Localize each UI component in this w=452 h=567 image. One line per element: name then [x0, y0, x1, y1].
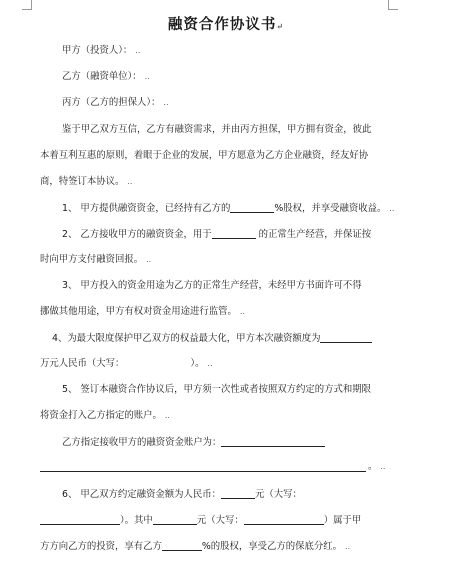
blank-field[interactable] [162, 540, 202, 551]
party-a-line: 甲方（投资人）： .. [62, 45, 141, 56]
account-blank-rule[interactable] [40, 471, 366, 472]
clause-5-line-2: 将资金打入乙方指定的账户。 .. [40, 410, 170, 421]
party-b-line: 乙方（融资单位）： .. [62, 71, 150, 82]
page-corner-mark [22, 0, 32, 10]
party-c-line: 丙方（乙方的担保人）： .. [62, 97, 169, 108]
blank-field[interactable] [153, 514, 197, 525]
account-blank[interactable] [221, 436, 325, 447]
account-line: 乙方指定接收甲方的融资资金账户为： [62, 436, 325, 449]
blank-field[interactable] [320, 332, 372, 343]
blank-field[interactable] [212, 228, 256, 239]
clause-6-line-1: 6、 甲乙双方约定融资金额为人民币： 元（大写： [62, 489, 302, 500]
clause-5-line-1: 5、 签订本融资合作协议后，甲方须一次性或者按照双方约定的方式和期限 [62, 384, 371, 395]
clause-2-line-2: 时向甲方支付融资回报。 .. [40, 254, 152, 265]
clause-6-line-3: 方方向乙方的投资，享有乙方 %的股权，享受乙方的保底分红。 .. [40, 541, 351, 552]
paragraph-mark: ↵ [276, 21, 285, 31]
account-line-end: 。 .. [368, 461, 386, 472]
clause-1: 1、 甲方提供融资资金，已经持有乙方的 %股权，并享受融资收益。 .. [62, 203, 395, 214]
blank-field[interactable] [40, 514, 120, 525]
clause-2-line-1: 2、 乙方接收甲方的融资资金，用于 的正常生产经营，并保证按 [62, 229, 372, 240]
blank-field[interactable] [230, 202, 274, 213]
clause-3-line-1: 3、 甲方投入的资金用途为乙方的正常生产经营，未经甲方书面许可不得 [62, 280, 362, 291]
clause-6-line-2: ）。其中 元（大写： ）属于甲 [40, 514, 361, 527]
clause-3-line-2: 挪做其他用途，甲方有权对资金用途进行监管。 .. [40, 306, 245, 317]
clause-4-line-1: 4、为最大限度保护甲乙双方的权益最大化，甲方本次融资额度为 [52, 332, 372, 345]
clause-4-line-2: 万元人民币（大写： ）。 .. [40, 358, 213, 369]
blank-field[interactable] [244, 514, 324, 525]
document-title: 融资合作协议书↵ [167, 16, 285, 33]
preamble-line-3: 商，特签订本协议。 .. [40, 176, 133, 187]
preamble-line-1: 鉴于甲乙双方互信，乙方有融资需求，并由丙方担保，甲方拥有资金，彼此 [62, 124, 372, 135]
preamble-line-2: 本着互利互惠的原则，着眼于企业的发展，甲方愿意为乙方企业融资，经友好协 [40, 150, 369, 161]
page-corner-mark [388, 0, 398, 10]
blank-field[interactable] [221, 488, 255, 499]
